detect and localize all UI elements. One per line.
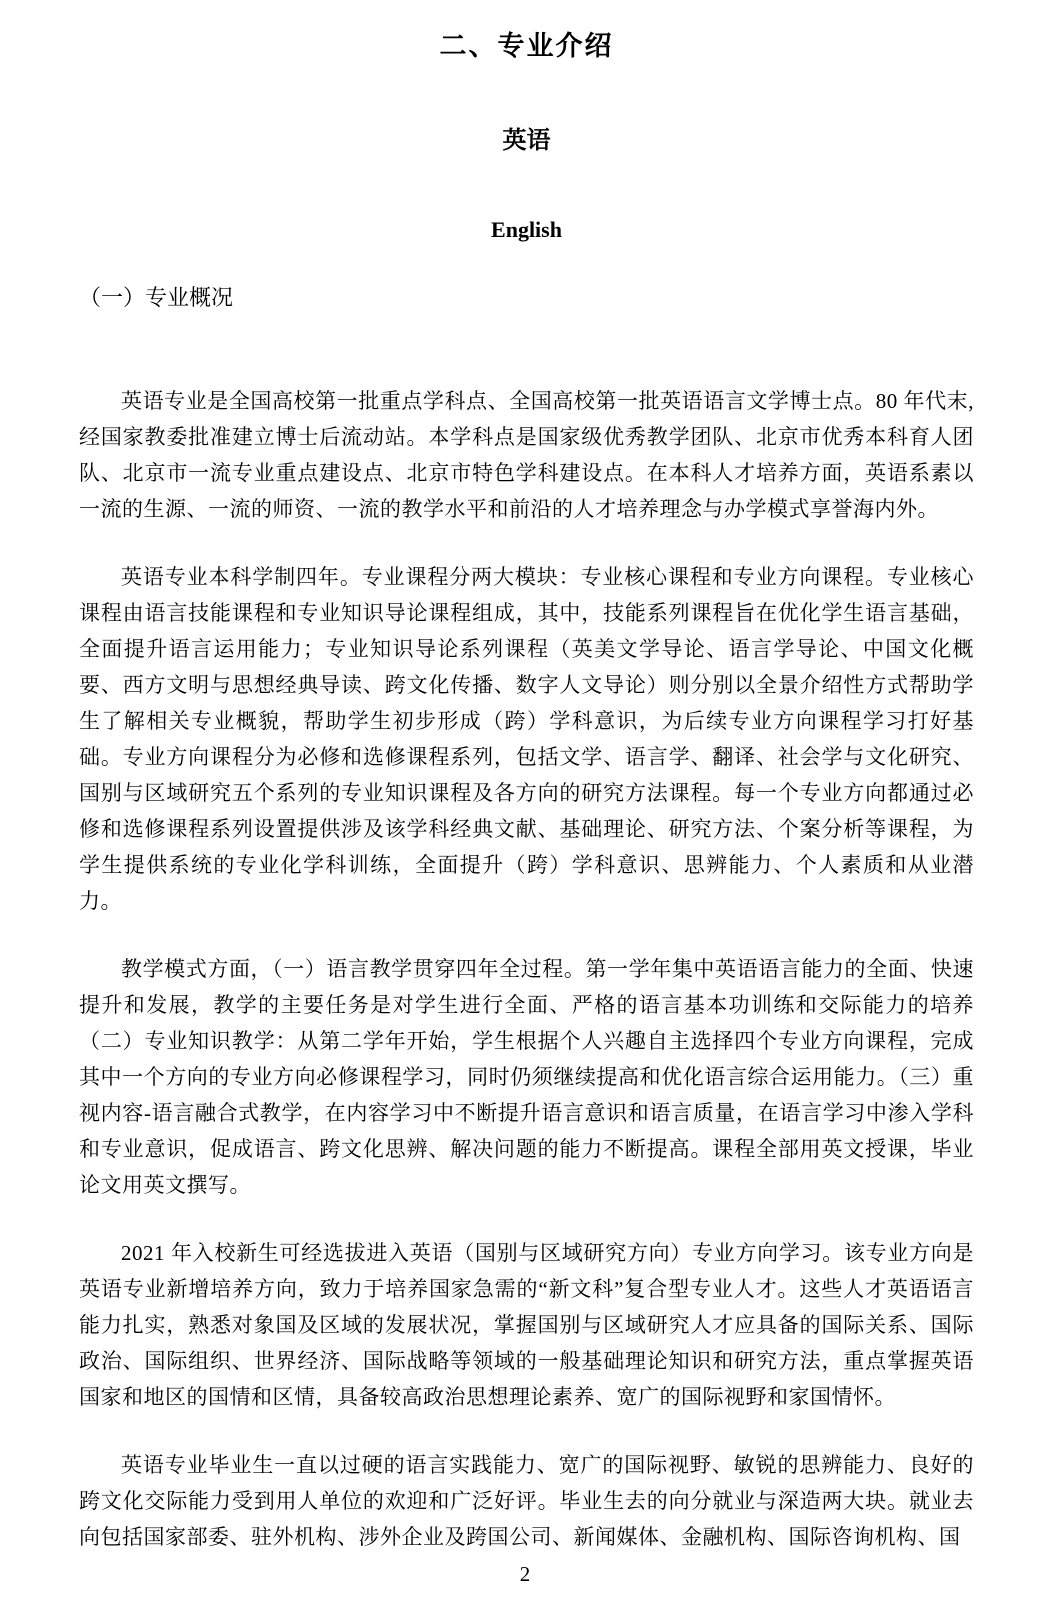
paragraph-graduates: 英语专业毕业生一直以过硬的语言实践能力、宽广的国际视野、敏锐的思辨能力、良好的跨文化交际能力受到用人单位的欢迎和广泛好评。毕业生去的向分就业与深造两大块。就业去向包括国家部委、驻外机构、涉外企业及跨国公司、新闻媒体、金融机构、国际咨询机构、国 [79,1453,974,1549]
section-heading-overview: （一）专业概况 [79,285,234,310]
paragraph-curriculum-structure: 英语专业本科学制四年。专业课程分两大模块：专业核心课程和专业方向课程。专业核心课程由语言技能课程和专业知识导论课程组成，其中，技能系列课程旨在优化学生语言基础，全面提升语言运用能力；专业知识导论系列课程（英美文学导论、语言学导论、中国文化概要、西方文明与思想经典导读、跨文化传播、数字人文导论）则分别以全景介绍性方式帮助学生了解相关专业概貌，帮助学生初步形成（跨）学科意识，为后续专业方向课程学习打好基础。专业方向课程分为必修和选修课程系列，包括文学、语言学、翻译、社会学与文化研究、国别与区域研究五个系列的专业知识课程及各方向的研究方法课程。每一个专业方向都通过必修和选修课程系列设置提供涉及该学科经典文献、基础理论、研究方法、个案分析等课程，为学生提供系统的专业化学科训练，全面提升（跨）学科意识、思辨能力、个人素质和从业潜力。 [79,565,974,913]
page-title: 二、专业介绍 [439,31,614,61]
paragraph-area-studies-direction: 2021 年入校新生可经选拔进入英语（国别与区域研究方向）专业方向学习。该专业方向是英语专业新增培养方向，致力于培养国家急需的“新文科”复合型专业人才。这些人才英语语言能力扎实，熟悉对象国及区域的发展状况，掌握国别与区域研究人才应具备的国际关系、国际政治、国际组织、世界经济、国际战略等领域的一般基础理论知识和研究方法，重点掌握英语国家和地区的国情和区情，具备较高政治思想理论素养、宽广的国际视野和家国情怀。 [79,1241,974,1409]
page-number: 2 [519,1562,531,1586]
major-title-cn: 英语 [502,127,551,154]
paragraph-teaching-model: 教学模式方面，（一）语言教学贯穿四年全过程。第一学年集中英语语言能力的全面、快速提升和发展，教学的主要任务是对学生进行全面、严格的语言基本功训练和交际能力的培养（二）专业知识教学：从第二学年开始，学生根据个人兴趣自主选择四个专业方向课程，完成其中一个方向的专业方向必修课程学习，同时仍须继续提高和优化语言综合运用能力。（三）重视内容-语言融合式教学，在内容学习中不断提升语言意识和语言质量，在语言学习中渗入学科和专业意识，促成语言、跨文化思辨、解决问题的能力不断提高。课程全部用英文授课，毕业论文用英文撰写。 [79,957,974,1197]
paragraph-program-history: 英语专业是全国高校第一批重点学科点、全国高校第一批英语语言文学博士点。80 年代末,经国家教委批准建立博士后流动站。本学科点是国家级优秀教学团队、北京市优秀本科育人团队、北京市一流专业重点建设点、北京市特色学科建设点。在本科人才培养方面，英语系素以一流的生源、一流的师资、一流的教学水平和前沿的人才培养理念与办学模式享誉海内外。 [79,389,974,521]
major-title-en: English [491,217,562,242]
